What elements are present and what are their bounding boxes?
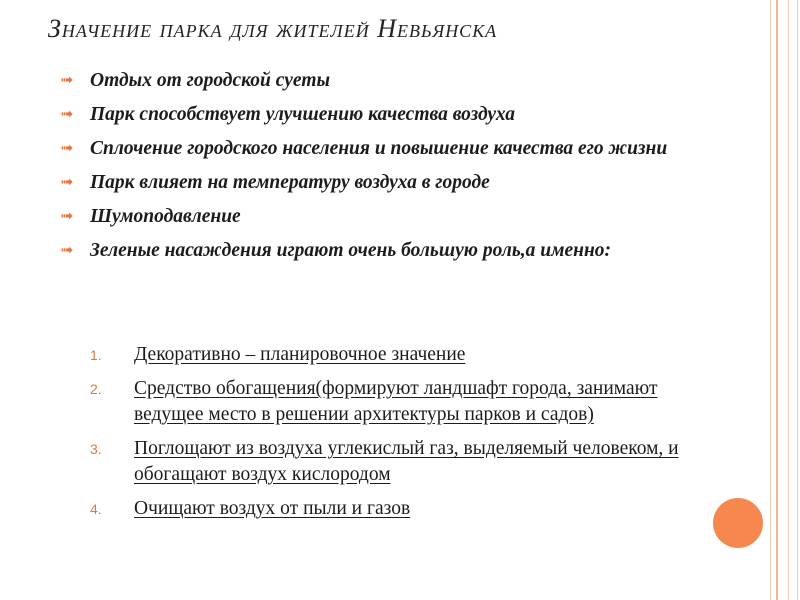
arrow-bullet-icon: ➟	[60, 72, 74, 89]
bullet-text: Отдых от городской суеты	[90, 70, 331, 91]
bullet-item	[60, 238, 710, 264]
arrow-bullet-icon: ➟	[60, 208, 74, 225]
bullet-text: Парк способствует улучшению качества воздуха	[90, 104, 516, 125]
numbered-item	[86, 342, 726, 368]
item-text: Очищают воздух от пыли и газов	[134, 498, 411, 519]
bullet-item	[60, 136, 710, 162]
item-number: 3.	[90, 441, 102, 457]
numbered-item	[86, 436, 726, 488]
bullet-item	[60, 102, 710, 128]
item-number: 2.	[90, 381, 102, 397]
frame-line	[776, 0, 778, 600]
arrow-bullet-icon: ➟	[60, 106, 74, 123]
item-text: Декоративно – планировочное значение	[134, 344, 466, 365]
item-number: 1.	[90, 347, 102, 363]
arrow-bullet-icon: ➟	[60, 140, 74, 157]
bullet-item	[60, 68, 710, 94]
bullet-text: Сплочение городского населения и повышение качества его жизни	[90, 138, 668, 159]
bullet-item	[60, 204, 710, 230]
item-number: 4.	[90, 501, 102, 517]
bullet-text: Зеленые насаждения играют очень большую роль,а именно:	[90, 240, 612, 261]
arrow-bullet-icon: ➟	[60, 174, 74, 191]
numbered-item	[86, 496, 726, 522]
numbered-list	[86, 342, 726, 530]
item-text: Средство обогащения(формируют ландшафт города, занимают ведущее место в решении архитектуры парков и садов)	[134, 378, 658, 425]
numbered-item	[86, 376, 726, 428]
bullet-text: Шумоподавление	[90, 206, 241, 227]
item-text: Поглощают из воздуха углекислый газ, выделяемый человеком, и обогащают воздух кислородом	[134, 438, 679, 485]
arrow-bullet-icon: ➟	[60, 242, 74, 259]
bullet-item	[60, 170, 710, 196]
frame-line	[797, 0, 798, 600]
bullet-list	[60, 68, 710, 272]
slide-title: Значение парка для жителей Невьянска	[48, 14, 498, 43]
orange-circle	[713, 498, 763, 548]
bullet-text: Парк влияет на температуру воздуха в городе	[90, 172, 490, 193]
frame-line	[788, 0, 789, 600]
frame-line	[770, 0, 771, 600]
